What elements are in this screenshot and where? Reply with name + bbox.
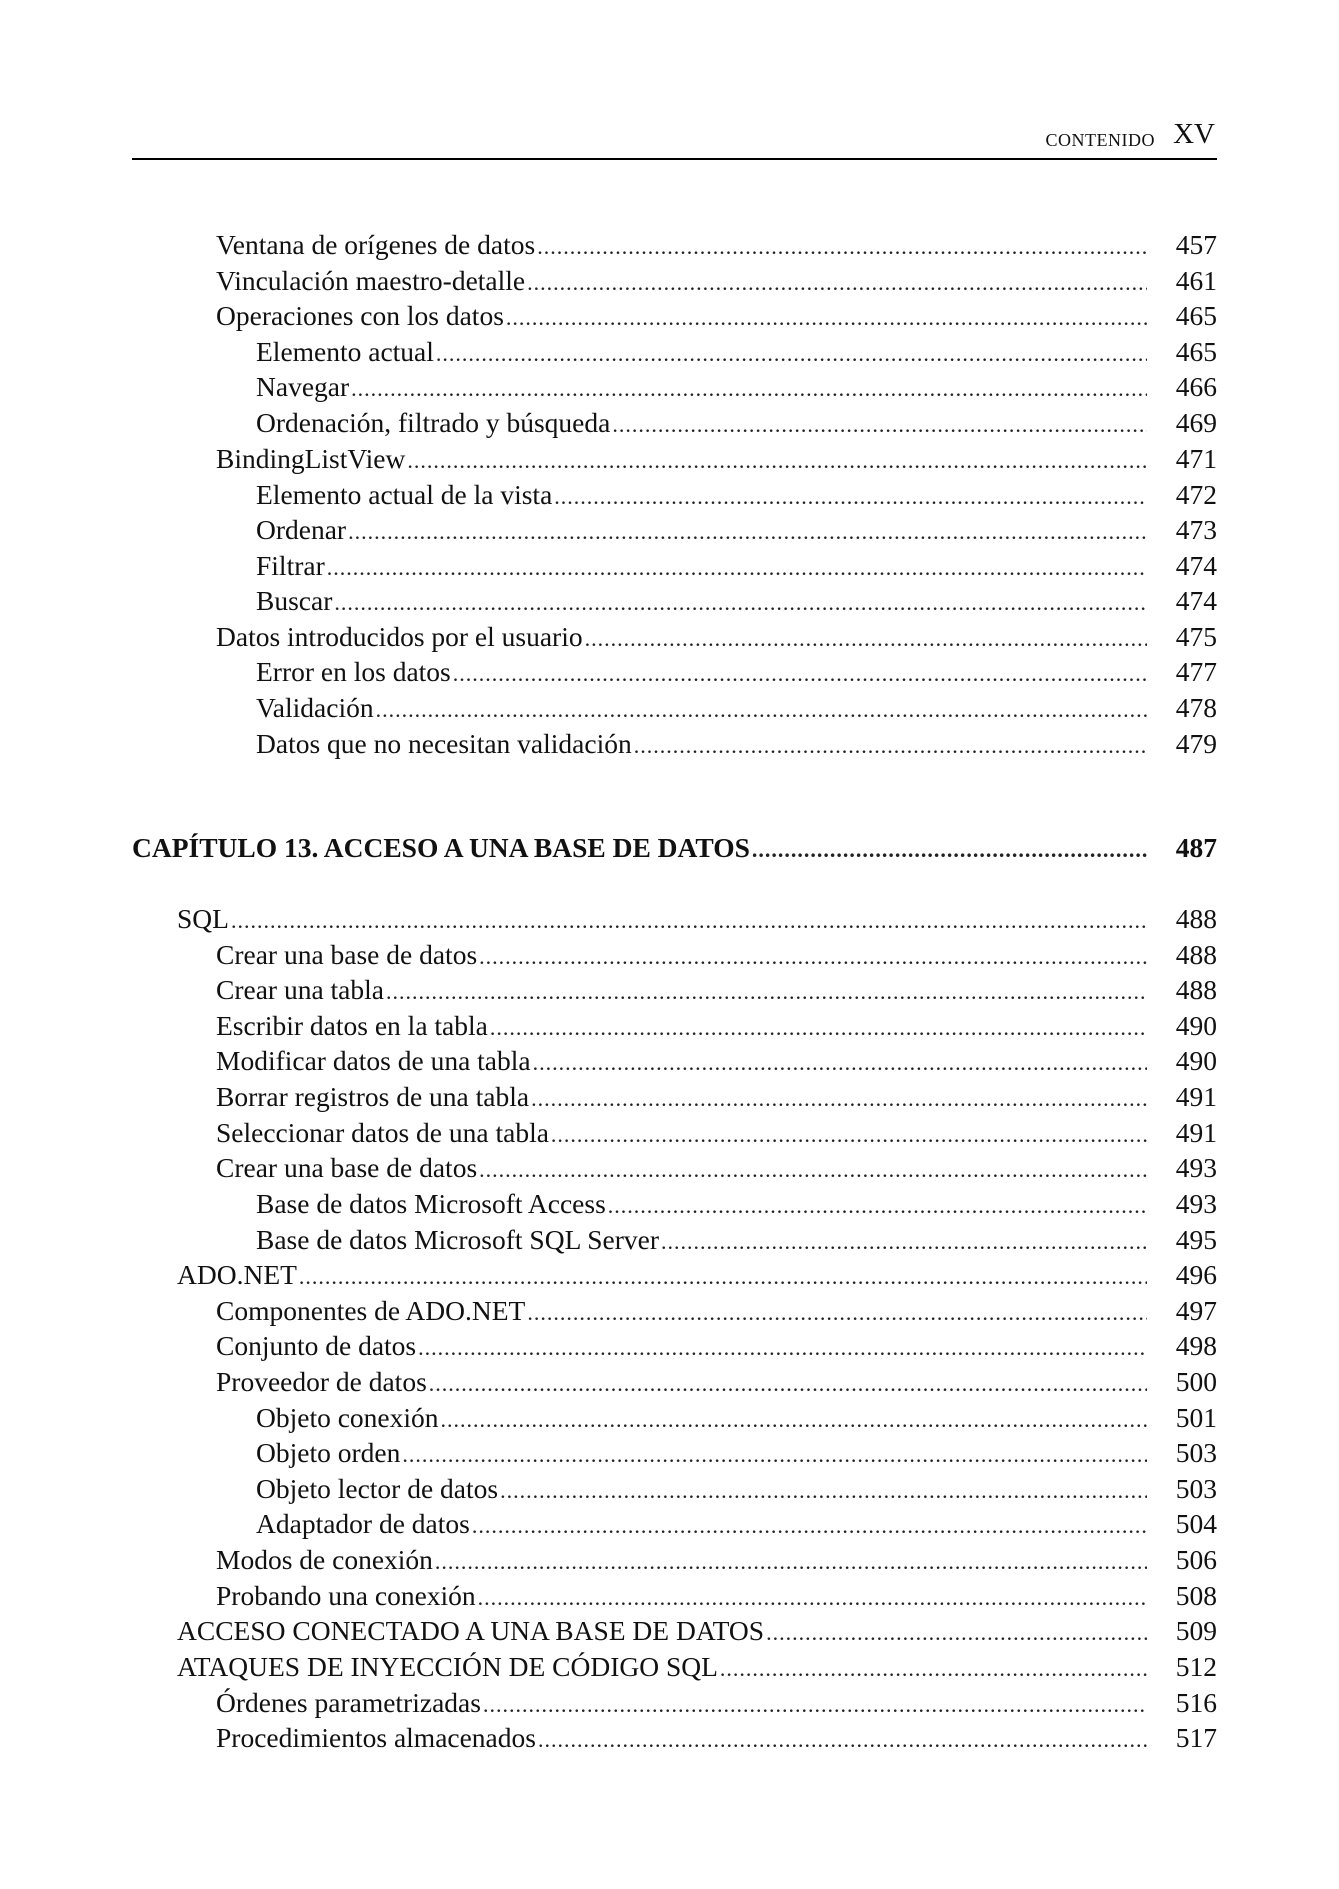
- toc-entry: [132, 1401, 1217, 1435]
- toc-entry-page-number: 475: [1175, 621, 1217, 652]
- toc-entry-page-number: 495: [1175, 1224, 1217, 1255]
- toc-entry-page-number: 466: [1175, 371, 1217, 402]
- toc-entry: [132, 1721, 1217, 1755]
- toc-entry-title: Vinculación maestro-detalle: [216, 265, 526, 296]
- toc-entry-page-number: 472: [1175, 479, 1217, 510]
- toc-entry-title: Base de datos Microsoft SQL Server: [256, 1224, 659, 1255]
- toc-entry-page-number: 497: [1175, 1295, 1217, 1326]
- running-header: [132, 118, 1217, 160]
- toc-entry-page-number: 457: [1175, 229, 1217, 260]
- toc-entry: [132, 1436, 1217, 1470]
- toc-entry-title: Probando una conexión: [216, 1580, 476, 1611]
- toc-entry-page-number: 503: [1175, 1473, 1217, 1504]
- toc-chapter-entry: [132, 831, 1217, 865]
- toc-entry-page-number: 465: [1175, 300, 1217, 331]
- toc-entry-page-number: 473: [1175, 514, 1217, 545]
- toc-entry-page-number: 491: [1175, 1117, 1217, 1148]
- toc-entry: [132, 655, 1217, 689]
- dot-leader: [766, 1616, 1147, 1650]
- dot-leader: [231, 904, 1147, 938]
- toc-entry-title: Base de datos Microsoft Access: [256, 1188, 606, 1219]
- dot-leader: [531, 1082, 1147, 1116]
- running-header-label: CONTENIDO: [1045, 130, 1155, 150]
- toc-entry-page-number: 474: [1175, 585, 1217, 616]
- toc-entry-title: Datos que no necesitan validación: [256, 728, 632, 759]
- toc-entry: [132, 1187, 1217, 1221]
- toc-entry-title: SQL: [177, 903, 229, 934]
- toc-entry-title: Elemento actual: [256, 336, 434, 367]
- dot-leader: [527, 266, 1147, 300]
- toc-entry: [132, 727, 1217, 761]
- toc-entry-title: Validación: [256, 692, 374, 723]
- toc-entry-title: Navegar: [256, 371, 350, 402]
- toc-entry: [132, 1009, 1217, 1043]
- toc-entry-title: Operaciones con los datos: [216, 300, 504, 331]
- dot-leader: [538, 1723, 1147, 1757]
- toc-entry: [132, 1650, 1217, 1684]
- toc-entry: [132, 1116, 1217, 1150]
- dot-leader: [483, 1688, 1147, 1722]
- toc-entry: [132, 1044, 1217, 1078]
- toc-entry-title: Objeto conexión: [256, 1402, 439, 1433]
- toc-entry: [132, 1614, 1217, 1648]
- running-header-page-number: XV: [1173, 118, 1215, 150]
- toc-entry-page-number: 490: [1175, 1045, 1217, 1076]
- toc-entry-title: Elemento actual de la vista: [256, 479, 553, 510]
- dot-leader: [752, 833, 1147, 867]
- toc-entry-title: Escribir datos en la tabla: [216, 1010, 488, 1041]
- toc-entry: [132, 442, 1217, 476]
- dot-leader: [478, 1581, 1147, 1615]
- toc-entry-title: Ordenación, filtrado y búsqueda: [256, 407, 611, 438]
- dot-leader: [386, 975, 1147, 1009]
- toc-entry-page-number: 493: [1175, 1152, 1217, 1183]
- toc-entry-page-number: 493: [1175, 1188, 1217, 1219]
- toc-entry-title: Error en los datos: [256, 656, 451, 687]
- toc-entry-page-number: 488: [1175, 974, 1217, 1005]
- toc-entry-page-number: 491: [1175, 1081, 1217, 1112]
- toc-entry-page-number: 488: [1175, 939, 1217, 970]
- dot-leader: [554, 480, 1147, 514]
- toc-entry-title: Adaptador de datos: [256, 1508, 470, 1539]
- toc-entry: [132, 1329, 1217, 1363]
- dot-leader: [453, 657, 1147, 691]
- toc-entry-page-number: 512: [1175, 1651, 1217, 1682]
- toc-entry-title: Modificar datos de una tabla: [216, 1045, 531, 1076]
- dot-leader: [351, 372, 1147, 406]
- toc-entry: [132, 1223, 1217, 1257]
- toc-entry: [132, 1686, 1217, 1720]
- toc-entry: [132, 406, 1217, 440]
- toc-entry-title: CAPÍTULO 13. ACCESO A UNA BASE DE DATOS: [132, 832, 750, 863]
- toc-entry: [132, 549, 1217, 583]
- dot-leader: [435, 1545, 1147, 1579]
- toc-entry-title: Crear una tabla: [216, 974, 384, 1005]
- dot-leader: [527, 1296, 1147, 1330]
- toc-entry-title: Conjunto de datos: [216, 1330, 417, 1361]
- dot-leader: [348, 515, 1147, 549]
- toc-entry-title: Filtrar: [256, 550, 325, 581]
- toc-entry: [132, 938, 1217, 972]
- dot-leader: [299, 1260, 1147, 1294]
- dot-leader: [418, 1331, 1147, 1365]
- toc-entry-title: Buscar: [256, 585, 333, 616]
- toc-entry-page-number: 498: [1175, 1330, 1217, 1361]
- toc-entry: [132, 228, 1217, 262]
- dot-leader: [436, 337, 1147, 371]
- toc-entry-page-number: 500: [1175, 1366, 1217, 1397]
- toc-entry-title: Ordenar: [256, 514, 347, 545]
- toc-entry-page-number: 503: [1175, 1437, 1217, 1468]
- dot-leader: [334, 586, 1147, 620]
- toc-entry: [132, 299, 1217, 333]
- toc-entry-title: Crear una base de datos: [216, 1152, 478, 1183]
- toc-entry: [132, 973, 1217, 1007]
- dot-leader: [537, 230, 1147, 264]
- dot-leader: [407, 444, 1147, 478]
- toc-entry-page-number: 461: [1175, 265, 1217, 296]
- toc-entry-title: ATAQUES DE INYECCIÓN DE CÓDIGO SQL: [177, 1651, 718, 1682]
- toc-entry-title: BindingListView: [216, 443, 406, 474]
- dot-leader: [441, 1403, 1147, 1437]
- dot-leader: [551, 1118, 1147, 1152]
- toc-entry: [132, 691, 1217, 725]
- toc-entry-title: Seleccionar datos de una tabla: [216, 1117, 549, 1148]
- dot-leader: [490, 1011, 1147, 1045]
- dot-leader: [720, 1652, 1147, 1686]
- toc-entry-title: ACCESO CONECTADO A UNA BASE DE DATOS: [177, 1615, 765, 1646]
- toc-entry-page-number: 474: [1175, 550, 1217, 581]
- dot-leader: [500, 1474, 1147, 1508]
- toc-entry: [132, 1080, 1217, 1114]
- toc-entry: [132, 513, 1217, 547]
- dot-leader: [661, 1225, 1147, 1259]
- toc-entry-page-number: 496: [1175, 1259, 1217, 1290]
- toc-entry-page-number: 501: [1175, 1402, 1217, 1433]
- toc-entry-page-number: 471: [1175, 443, 1217, 474]
- toc-entry-title: Objeto lector de datos: [256, 1473, 499, 1504]
- toc-entry: [132, 620, 1217, 654]
- toc-entry: [132, 370, 1217, 404]
- toc-entry-page-number: 478: [1175, 692, 1217, 723]
- dot-leader: [376, 693, 1147, 727]
- toc-entry: [132, 902, 1217, 936]
- dot-leader: [533, 1046, 1147, 1080]
- toc-entry-page-number: 504: [1175, 1508, 1217, 1539]
- toc-entry-title: Crear una base de datos: [216, 939, 478, 970]
- toc-entry-page-number: 516: [1175, 1687, 1217, 1718]
- toc-entry: [132, 1543, 1217, 1577]
- toc-entry-page-number: 465: [1175, 336, 1217, 367]
- toc-entry-title: Ventana de orígenes de datos: [216, 229, 536, 260]
- toc-entry-title: Componentes de ADO.NET: [216, 1295, 526, 1326]
- toc-entry-page-number: 509: [1175, 1615, 1217, 1646]
- toc-entry-title: Borrar registros de una tabla: [216, 1081, 530, 1112]
- toc-entry-title: Objeto orden: [256, 1437, 401, 1468]
- dot-leader: [479, 940, 1147, 974]
- toc-entry-page-number: 508: [1175, 1580, 1217, 1611]
- toc-entry-page-number: 477: [1175, 656, 1217, 687]
- toc-entry: [132, 1258, 1217, 1292]
- toc-entry: [132, 1294, 1217, 1328]
- dot-leader: [585, 622, 1147, 656]
- toc-entry-page-number: 517: [1175, 1722, 1217, 1753]
- dot-leader: [506, 301, 1147, 335]
- dot-leader: [634, 729, 1147, 763]
- toc-entry-title: Datos introducidos por el usuario: [216, 621, 583, 652]
- toc-entry-title: Modos de conexión: [216, 1544, 433, 1575]
- toc-entry-page-number: 490: [1175, 1010, 1217, 1041]
- dot-leader: [327, 551, 1147, 585]
- toc-entry-title: Proveedor de datos: [216, 1366, 427, 1397]
- dot-leader: [479, 1153, 1147, 1187]
- dot-leader: [612, 408, 1147, 442]
- dot-leader: [429, 1367, 1147, 1401]
- toc-entry: [132, 478, 1217, 512]
- toc-entry-page-number: 469: [1175, 407, 1217, 438]
- toc-entry-title: Órdenes parametrizadas: [216, 1687, 481, 1718]
- toc-entry-page-number: 488: [1175, 903, 1217, 934]
- dot-leader: [402, 1438, 1147, 1472]
- toc-entry: [132, 1365, 1217, 1399]
- toc-entry: [132, 1472, 1217, 1506]
- toc-entry-page-number: 479: [1175, 728, 1217, 759]
- toc-entry: [132, 335, 1217, 369]
- toc-entry: [132, 1579, 1217, 1613]
- toc-entry: [132, 264, 1217, 298]
- toc-entry-title: Procedimientos almacenados: [216, 1722, 536, 1753]
- dot-leader: [608, 1189, 1147, 1223]
- toc-entry: [132, 584, 1217, 618]
- toc-entry: [132, 1507, 1217, 1541]
- dot-leader: [472, 1509, 1147, 1543]
- toc-entry: [132, 1151, 1217, 1185]
- toc-entry-page-number: 506: [1175, 1544, 1217, 1575]
- toc-entry-title: ADO.NET: [177, 1259, 297, 1290]
- toc-entry-page-number: 487: [1175, 832, 1217, 863]
